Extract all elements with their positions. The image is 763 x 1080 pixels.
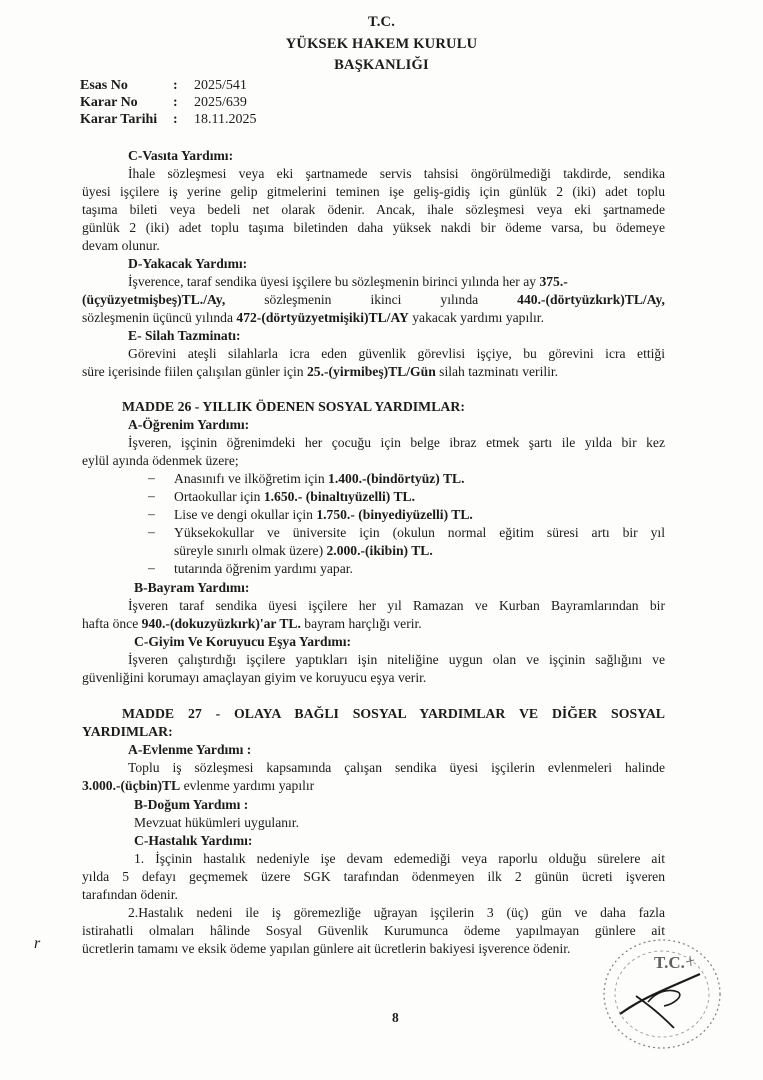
meta-karar-value: 2025/639 xyxy=(194,95,247,110)
ogrenim-item-4: Yüksekokullar ve üniversite için (okulun normal eğitim süresi artı bir yıl xyxy=(174,525,665,540)
meta-colon: : xyxy=(173,112,178,127)
hastalik-heading: C-Hastalık Yardımı: xyxy=(134,833,253,848)
silah-text: silah tazminatı verilir. xyxy=(435,364,559,379)
madde27-title-cont: YARDIMLAR: xyxy=(82,724,173,739)
header-tc: T.C. xyxy=(367,14,396,30)
official-seal xyxy=(590,932,730,1060)
ogrenim-heading: A-Öğrenim Yardımı: xyxy=(128,417,250,432)
meta-colon: : xyxy=(173,95,178,110)
yakacak-line-1 xyxy=(128,273,568,291)
hastalik-line: yılda 5 defayı geçmemek üzere SGK tarafından ödenmeyen ilk 2 günün ücreti işveren xyxy=(82,869,665,884)
ogrenim-item-2 xyxy=(174,488,415,506)
giyim-line: güvenliğini korumayı amaçlayan giyim ve koruyucu eşya verir. xyxy=(82,670,427,685)
hastalik-line: ücretlerin tamamı ve eksik ödeme yapılan günlere ait ücretlerin bakiyesi işverence ödenir. xyxy=(82,941,571,956)
list-dash: – xyxy=(148,488,155,503)
meta-tarih-value: 18.11.2025 xyxy=(194,112,257,127)
silah-amount: 25.-(yirmibeş)TL/Gün xyxy=(306,364,436,379)
bayram-text: bayram harçlığı verir. xyxy=(300,616,422,631)
list-dash: – xyxy=(148,506,155,521)
yakacak-heading: D-Yakacak Yardımı: xyxy=(128,256,248,271)
yakacak-word: sözleşmenin xyxy=(264,292,332,307)
page-number: 8 xyxy=(392,1010,399,1025)
vasita-line: üyesi işçilere iş yerine gelip gitmelerini teminen işe geliş-gidiş için günlük 2 (iki) adet toplu xyxy=(82,184,665,199)
madde26-title: MADDE 26 - YILLIK ÖDENEN SOSYAL YARDIMLAR: xyxy=(122,399,465,414)
dogum-line: Mevzuat hükümleri uygulanır. xyxy=(134,815,299,830)
evlenme-line: Toplu iş sözleşmesi kapsamında çalışan sendika üyesi işçilerin evlenmeleri halinde xyxy=(128,760,665,775)
list-dash: – xyxy=(148,470,155,485)
hastalik-line: istirahatli olmaları hâlinde Sosyal Güvenlik Kurumunca ödeme yapılmayan günlere ait xyxy=(82,923,665,938)
yakacak-word: yılında xyxy=(440,292,479,307)
meta-esas-value: 2025/541 xyxy=(194,78,247,93)
yakacak-line-3 xyxy=(82,309,544,327)
evlenme-line-2 xyxy=(82,777,314,795)
bayram-line-2 xyxy=(82,615,422,633)
vasita-line: taşıma bileti veya bedeli net olarak ödenir. Ancak, ihale sözleşmesi veya eki şartnamede xyxy=(82,202,665,217)
ogrenim-item-1 xyxy=(174,470,465,488)
yakacak-text: sözleşmenin üçüncü yılında xyxy=(82,310,237,325)
meta-karar-label: Karar No xyxy=(80,95,138,110)
item-amount: 1.650.- (binaltıyüzelli) TL. xyxy=(263,489,416,504)
yakacak-amount-2: 440.-(dörtyüzkırk)TL/Ay, xyxy=(517,292,665,307)
item-text: süreyle sınırlı olmak üzere) xyxy=(174,543,327,558)
header-presidency: BAŞKANLIĞI xyxy=(334,57,429,73)
list-dash: – xyxy=(148,560,155,575)
item-text: Lise ve dengi okullar için xyxy=(174,507,317,522)
header-institution: YÜKSEK HAKEM KURULU xyxy=(285,36,478,52)
bayram-line: İşveren taraf sendika üyesi işçilere her yıl Ramazan ve Kurban Bayramlarından bir xyxy=(128,598,665,613)
bayram-heading: B-Bayram Yardımı: xyxy=(134,580,250,595)
item-text: Anasınıfı ve ilköğretim için xyxy=(174,471,329,486)
hastalik-line: 2.Hastalık nedeni ile iş göremezliğe uğrayan işçilerin 3 (üç) gün ve daha fazla xyxy=(128,905,665,920)
ogrenim-item-3 xyxy=(174,506,473,524)
margin-mark: r xyxy=(34,935,41,952)
evlenme-heading: A-Evlenme Yardımı : xyxy=(128,742,252,757)
giyim-heading: C-Giyim Ve Koruyucu Eşya Yardımı: xyxy=(134,634,352,649)
silah-text: süre içerisinde fiilen çalışılan günler için xyxy=(82,364,307,379)
evlenme-text: evlenme yardımı yapılır xyxy=(180,778,315,793)
hastalik-line: tarafından ödenir. xyxy=(82,887,178,902)
yakacak-line-2 xyxy=(82,291,665,309)
item-amount: 1.400.-(bindörtyüz) TL. xyxy=(328,471,465,486)
seal-text: T.C. xyxy=(654,953,685,972)
yakacak-text: İşverence, taraf sendika üyesi işçilere bu sözleşmenin birinci yılında her ay xyxy=(128,274,540,289)
item-text: Ortaokullar için xyxy=(174,489,264,504)
vasita-line: İhale sözleşmesi veya eki şartnamede servis tahsisi öngörülmediği takdirde, sendika xyxy=(128,166,665,181)
madde27-title: MADDE 27 - OLAYA BAĞLI SOSYAL YARDIMLAR VE DİĞER SOSYAL xyxy=(122,706,665,721)
ogrenim-item-4-cont xyxy=(174,542,433,560)
vasita-line: devam olunur. xyxy=(82,238,160,253)
silah-line: Görevini ateşli silahlarla icra eden güvenlik görevlisi işçiye, bu görevini icra ettiği xyxy=(128,346,665,361)
yakacak-amount-1-words: (üçyüzyetmişbeş)TL./Ay, xyxy=(82,292,226,307)
meta-colon: : xyxy=(173,78,178,93)
ogrenim-item-5: tutarında öğrenim yardımı yapar. xyxy=(174,561,353,576)
evlenme-amount: 3.000.-(üçbin)TL xyxy=(82,778,181,793)
vasita-heading: C-Vasıta Yardımı: xyxy=(128,148,234,163)
ogrenim-line: eylül ayında ödenmek üzere; xyxy=(82,453,239,468)
bayram-text: hafta önce xyxy=(82,616,142,631)
ogrenim-line: İşveren, işçinin öğrenimdeki her çocuğu için belge ibraz etmek şartı ile yılda bir kez xyxy=(128,435,665,450)
meta-esas-label: Esas No xyxy=(80,78,128,93)
yakacak-text: yakacak yardımı yapılır. xyxy=(408,310,544,325)
hastalik-line: 1. İşçinin hastalık nedeniyle işe devam edemediği veya raporlu olduğu sürelere ait xyxy=(134,851,665,866)
bayram-amount: 940.-(dokuzyüzkırk)'ar TL. xyxy=(141,616,301,631)
silah-heading: E- Silah Tazminatı: xyxy=(128,328,241,343)
yakacak-amount-3: 472-(dörtyüzyetmişiki)TL/AY xyxy=(236,310,409,325)
meta-tarih-label: Karar Tarihi xyxy=(80,112,158,127)
vasita-line: günlük 2 (iki) adet toplu taşıma biletinden daha yüksek nakdi bir ödeme varsa, bu ödemeye xyxy=(82,220,665,235)
list-dash: – xyxy=(148,524,155,539)
item-amount: 2.000.-(ikibin) TL. xyxy=(326,543,433,558)
silah-line-2 xyxy=(82,363,558,381)
item-amount: 1.750.- (binyediyüzelli) TL. xyxy=(316,507,473,522)
giyim-line: İşveren çalıştırdığı işçilere yaptıkları işin niteliğine uygun olan ve işçinin sağlığını ve xyxy=(128,652,665,667)
yakacak-amount-1: 375.- xyxy=(539,274,568,289)
yakacak-word: ikinci xyxy=(370,292,402,307)
dogum-heading: B-Doğum Yardımı : xyxy=(134,797,249,812)
